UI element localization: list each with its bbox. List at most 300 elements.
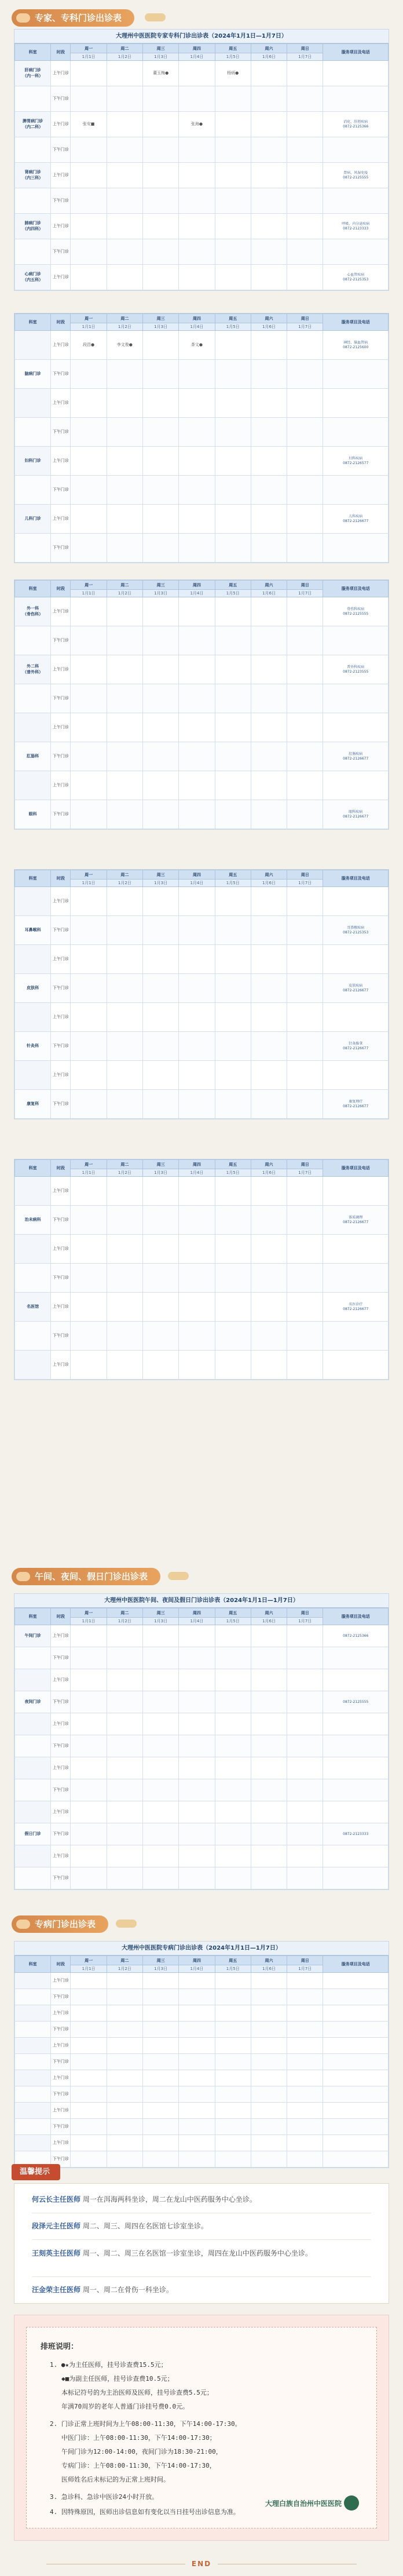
doctor-cell [287,1032,323,1061]
header-day: 周二 [107,870,142,880]
doctor-cell [287,1061,323,1090]
table-row [15,505,389,534]
header-date: 1月7日 [287,590,323,597]
doctor-cell [143,597,179,626]
doctor-cell [179,1713,215,1735]
doctor-cell [251,2119,287,2135]
table-row [15,61,389,86]
doctor-cell [71,800,107,829]
header-date: 1月1日 [71,1169,107,1177]
service-note-cell [323,1713,389,1735]
doctor-cell [215,1264,251,1293]
table-row [15,360,389,389]
doctor-cell [287,331,323,360]
doctor-cell [287,137,323,163]
header-date: 1月6日 [251,880,287,887]
doctor-cell [287,626,323,655]
table-row [15,1351,389,1380]
doctor-cell [71,265,107,290]
doctor-cell [287,61,323,86]
service-note-cell [323,360,389,389]
doctor-cell [251,2086,287,2103]
doctor-cell [143,2038,179,2054]
notice-text: 周二、周三、周四在名医馆七诊室坐诊。 [82,2222,208,2230]
doctor-cell [71,360,107,389]
doctor-cell [107,1351,142,1380]
header-date: 1月3日 [143,1169,179,1177]
doctor-cell [215,887,251,916]
service-note-cell [323,945,389,974]
service-note-cell [323,1177,389,1206]
service-note-cell [323,188,389,214]
doctor-cell [215,476,251,505]
doctor-cell [179,655,215,684]
header-day: 周五 [215,870,251,880]
doctor-cell [251,476,287,505]
service-note-cell: 肾病、风湿免疫 0872-2125555 [323,163,389,188]
period-cell: 下午门诊 [51,239,71,265]
doctor-cell [71,61,107,86]
header-date: 1月4日 [179,1965,215,1973]
doctor-cell [107,214,142,239]
dept-cell [15,1867,51,1889]
doctor-cell [71,1293,107,1322]
doctor-cell [287,188,323,214]
doctor-cell [179,1669,215,1691]
banner-title: 午间、夜间、假日门诊出诊表 [35,1571,148,1582]
table-row [15,887,389,916]
period-cell: 上午门诊 [51,1003,71,1032]
doctor-cell [179,1973,215,1989]
doctor-cell [143,214,179,239]
header-date: 1月5日 [215,590,251,597]
doctor-cell [215,684,251,713]
dept-cell [15,2103,51,2119]
doctor-cell [143,1003,179,1032]
period-cell: 上午门诊 [51,163,71,188]
doctor-cell [71,1032,107,1061]
table-row [15,1713,389,1735]
doctor-cell [287,2054,323,2070]
dept-cell [15,2022,51,2038]
header-date: 1月4日 [179,1618,215,1625]
section-banner-special-disease [0,1912,403,1938]
doctor-cell [215,137,251,163]
header-day: 周五 [215,1160,251,1169]
doctor-cell [251,1867,287,1889]
notice-box [14,2183,389,2304]
header-date: 1月3日 [143,880,179,887]
period-cell: 上午门诊 [51,389,71,418]
doctor-name: 王刻英主任医师 [32,2249,81,2257]
doctor-cell [71,163,107,188]
doctor-cell [71,713,107,742]
table-row [15,1003,389,1032]
doctor-cell [107,1845,142,1867]
table-row [15,239,389,265]
doctor-cell [215,1779,251,1801]
doctor-cell [179,188,215,214]
doctor-cell [287,505,323,534]
description-line: 中医门诊：上午08:00-11:30，下午14:00-17:30； [61,2434,216,2442]
header-dept: 科室 [15,314,51,331]
doctor-cell [287,1735,323,1757]
doctor-cell [179,2022,215,2038]
doctor-cell [251,945,287,974]
cloud-ornament-icon [145,13,166,21]
doctor-cell [287,2086,323,2103]
doctor-cell [287,887,323,916]
noon-night-schedule-card [14,1593,389,1890]
header-dept: 科室 [15,1956,51,1973]
header-date: 1月5日 [215,1169,251,1177]
service-note-cell [323,1867,389,1889]
doctor-cell [251,1032,287,1061]
header-note: 服务项目及电话 [323,1956,389,1973]
dept-cell [15,188,51,214]
period-cell: 下午门诊 [51,2054,71,2070]
doctor-cell: 段昌● [71,331,107,360]
doctor-cell [71,188,107,214]
doctor-cell [215,112,251,137]
doctor-cell [107,112,142,137]
dept-cell: 外一科 （骨伤科） [15,597,51,626]
dept-cell [15,1845,51,1867]
doctor-cell [287,2038,323,2054]
dept-cell [15,1735,51,1757]
header-day: 周二 [107,314,142,323]
header-day: 周日 [287,1956,323,1965]
doctor-cell [215,713,251,742]
doctor-cell [251,2135,287,2151]
doctor-cell [215,2070,251,2086]
doctor-cell [143,1845,179,1867]
doctor-cell [215,655,251,684]
header-date: 1月3日 [143,1965,179,1973]
doctor-cell [179,1867,215,1889]
header-date: 1月3日 [143,323,179,331]
header-dept: 科室 [15,870,51,887]
doctor-cell [215,239,251,265]
service-note-cell: 骨伤科疾病 0872-2125555 [323,597,389,626]
doctor-cell [107,1669,142,1691]
doctor-cell [71,1669,107,1691]
doctor-cell [287,239,323,265]
doctor-cell [215,1691,251,1713]
service-note-cell [323,1973,389,1989]
doctor-cell [143,360,179,389]
doctor-cell [107,2038,142,2054]
header-day: 周三 [143,314,179,323]
table-row [15,1293,389,1322]
header-note: 服务项目及电话 [323,44,389,61]
dept-cell: 假日门诊 [15,1823,51,1845]
doctor-cell [107,2103,142,2119]
header-row [15,870,389,880]
table-row [15,1867,389,1889]
dept-cell [15,2005,51,2022]
doctor-cell [143,1293,179,1322]
period-cell: 下午门诊 [51,800,71,829]
period-cell: 下午门诊 [51,742,71,771]
doctor-cell [71,1845,107,1867]
doctor-cell [287,1351,323,1380]
doctor-cell [107,1823,142,1845]
period-cell: 下午门诊 [51,1867,71,1889]
header-date: 1月4日 [179,880,215,887]
doctor-cell [71,1779,107,1801]
doctor-cell [107,534,142,563]
doctor-cell [287,476,323,505]
doctor-cell [251,2022,287,2038]
doctor-cell [107,188,142,214]
doctor-cell [71,239,107,265]
dept-cell [15,2038,51,2054]
table-row [15,534,389,563]
header-note: 服务项目及电话 [323,581,389,597]
doctor-cell [143,1823,179,1845]
dept-cell [15,239,51,265]
notice-text: 周一在洱海两科坐诊，周二在龙山中医药服务中心坐诊。 [82,2195,257,2203]
doctor-cell [251,86,287,112]
doctor-cell: 张安■ [71,112,107,137]
doctor-cell [215,1989,251,2005]
doctor-cell [287,655,323,684]
service-note-cell [323,2070,389,2086]
doctor-cell [215,1647,251,1669]
doctor-cell [215,505,251,534]
description-line: 午间门诊为12:00-14:00，夜间门诊为18:30-21:00， [61,2448,222,2455]
service-note-cell [323,1061,389,1090]
table-row [15,597,389,626]
service-note-cell [323,1735,389,1757]
doctor-cell [251,1989,287,2005]
doctor-cell [107,974,142,1003]
dept-cell [15,684,51,713]
doctor-cell [251,2103,287,2119]
doctor-cell [179,1177,215,1206]
dept-cell: 脑病门诊 [15,360,51,389]
doctor-cell [143,265,179,290]
doctor-cell [179,2119,215,2135]
header-row [15,1956,389,1965]
notice-text: 周一、周二在骨伤一科坐诊。 [82,2286,173,2294]
doctor-cell [251,974,287,1003]
doctor-cell [251,1003,287,1032]
header-day: 周日 [287,581,323,590]
period-cell: 上午门诊 [51,1801,71,1823]
period-cell: 下午门诊 [51,418,71,447]
doctor-cell [143,626,179,655]
doctor-cell [215,1032,251,1061]
doctor-cell [107,887,142,916]
dept-cell [15,945,51,974]
doctor-cell [215,1177,251,1206]
doctor-cell [179,1845,215,1867]
doctor-cell [287,771,323,800]
dept-cell [15,1973,51,1989]
doctor-cell [179,1647,215,1669]
period-cell: 下午门诊 [51,2022,71,2038]
header-date: 1月4日 [179,1169,215,1177]
doctor-cell [287,2070,323,2086]
header-day: 周日 [287,1608,323,1618]
notice-line [32,2285,173,2294]
doctor-cell [179,2151,215,2168]
doctor-cell [251,1647,287,1669]
doctor-cell [251,1779,287,1801]
description-line: 医师姓名后未标记的为正常上班时间。 [61,2476,170,2483]
schedule-table [14,580,389,829]
doctor-cell [251,505,287,534]
period-cell: 上午门诊 [51,1669,71,1691]
doctor-cell [71,974,107,1003]
doctor-cell [107,505,142,534]
table-row [15,626,389,655]
doctor-cell [287,1801,323,1823]
doctor-cell [251,360,287,389]
header-day: 周五 [215,44,251,53]
service-note-cell [323,1322,389,1351]
doctor-cell [143,1647,179,1669]
doctor-cell [107,2005,142,2022]
dept-cell: 治未病科 [15,1206,51,1235]
dept-cell [15,1647,51,1669]
doctor-cell [143,1801,179,1823]
header-day: 周六 [251,314,287,323]
doctor-cell [287,2119,323,2135]
doctor-cell [179,1757,215,1779]
doctor-cell [215,1061,251,1090]
doctor-cell [251,534,287,563]
doctor-cell [143,771,179,800]
header-date: 1月2日 [107,53,142,61]
doctor-cell: 茶文● [179,331,215,360]
doctor-cell [179,1691,215,1713]
service-note-cell: 体质调理 0872-2126677 [323,1206,389,1235]
doctor-cell [179,2054,215,2070]
header-date: 1月2日 [107,590,142,597]
table-row [15,331,389,360]
specialist-schedule-card [14,579,389,830]
doctor-cell [107,1801,142,1823]
table-row [15,1647,389,1669]
header-day: 周三 [143,44,179,53]
doctor-cell [251,1090,287,1119]
doctor-cell [107,239,142,265]
dept-cell [15,2086,51,2103]
doctor-cell [143,1322,179,1351]
doctor-cell [179,1293,215,1322]
doctor-cell [179,1351,215,1380]
doctor-cell [251,1264,287,1293]
doctor-cell [143,86,179,112]
header-day: 周六 [251,1956,287,1965]
doctor-cell [251,331,287,360]
doctor-cell: 董玉梅● [143,61,179,86]
service-note-cell [323,684,389,713]
period-cell: 下午门诊 [51,1735,71,1757]
doctor-cell [251,1801,287,1823]
doctor-cell [215,2151,251,2168]
doctor-cell [107,2022,142,2038]
header-dept: 科室 [15,581,51,597]
doctor-cell [107,1713,142,1735]
period-cell: 上午门诊 [51,713,71,742]
header-date: 1月6日 [251,1169,287,1177]
period-cell: 下午门诊 [51,2119,71,2135]
header-day: 周四 [179,870,215,880]
service-note-cell: 0872-2125366 [323,1625,389,1647]
table-row [15,112,389,137]
table-row [15,1032,389,1061]
doctor-cell [71,2086,107,2103]
header-period: 时段 [51,870,71,887]
doctor-cell [179,1003,215,1032]
doctor-cell [287,1669,323,1691]
header-date: 1月5日 [215,53,251,61]
description-line: 专病门诊：上午08:00-11:30，下午14:00-17:30， [61,2462,216,2469]
header-day: 周四 [179,1956,215,1965]
dept-cell: 肝病门诊 （内一科） [15,61,51,86]
doctor-cell [251,1973,287,1989]
period-cell: 上午门诊 [51,945,71,974]
doctor-cell [287,1989,323,2005]
period-cell: 下午门诊 [51,2151,71,2168]
doctor-cell [179,1061,215,1090]
service-note-cell [323,1235,389,1264]
doctor-cell [143,1779,179,1801]
doctor-cell [71,1003,107,1032]
doctor-cell [215,945,251,974]
doctor-cell [287,800,323,829]
period-cell: 上午门诊 [51,1351,71,1380]
dept-cell [15,534,51,563]
service-note-cell: 妇科疾病 0872-2126577 [323,447,389,476]
header-date: 1月7日 [287,1965,323,1973]
period-cell: 上午门诊 [51,331,71,360]
doctor-cell [215,2022,251,2038]
header-day: 周六 [251,1160,287,1169]
dept-cell: 康复科 [15,1090,51,1119]
table-row [15,1823,389,1845]
doctor-cell [143,1351,179,1380]
doctor-cell [107,418,142,447]
dept-cell [15,626,51,655]
doctor-cell [287,1322,323,1351]
doctor-cell [251,1206,287,1235]
doctor-cell [251,626,287,655]
doctor-cell [143,2135,179,2151]
doctor-cell [107,1989,142,2005]
doctor-cell [179,163,215,188]
doctor-cell [71,597,107,626]
service-note-cell [323,1801,389,1823]
dept-cell [15,1757,51,1779]
description-frame [26,2327,377,2528]
doctor-cell [287,86,323,112]
header-day: 周一 [71,870,107,880]
doctor-cell [251,916,287,945]
table-row [15,1779,389,1801]
doctor-cell [71,1322,107,1351]
doctor-cell [251,214,287,239]
doctor-cell [71,214,107,239]
doctor-cell [251,1713,287,1735]
dept-cell [15,2070,51,2086]
dept-cell [15,2054,51,2070]
doctor-cell [251,597,287,626]
